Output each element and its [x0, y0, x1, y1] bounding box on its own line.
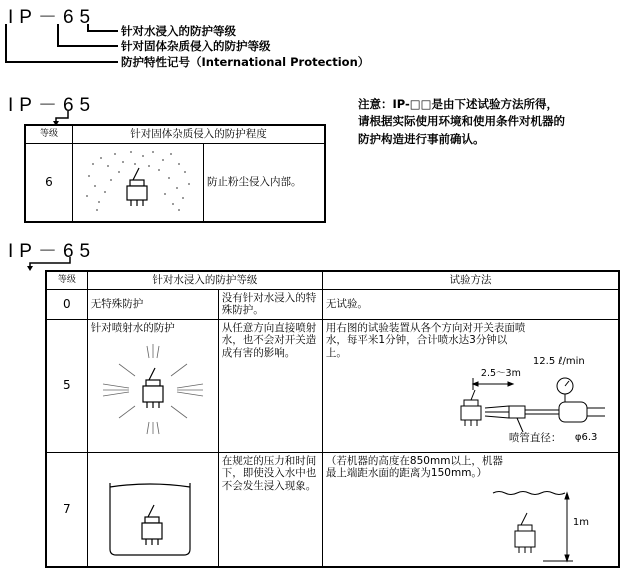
- legend-ip: 防护特性记号（International Protection）: [121, 55, 370, 69]
- water-test-0: 无试验。: [322, 289, 619, 319]
- dust-icon: [73, 144, 203, 218]
- water-col-desc: 针对水浸入的防护等级: [87, 271, 322, 289]
- ip-code-water: IP－65: [8, 241, 97, 262]
- dust-illustration: [73, 143, 204, 222]
- solid-col-grade: 等级: [25, 125, 73, 143]
- water-desc-5: 从任意方向直接喷射水，也不会对开关造成有害的影响。: [218, 319, 322, 452]
- note-line-2: 请根据实际使用环境和使用条件对机器的: [358, 114, 565, 128]
- note-line-1: 注意：IP-□□是由下述试验方法所得，: [358, 97, 559, 111]
- solid-protection-table: [24, 124, 326, 223]
- water-test-cell-7: [322, 452, 619, 567]
- spray-water-icon: [91, 334, 215, 446]
- ip-code-solid: IP－65: [8, 95, 97, 116]
- solid-grade-6: 6: [25, 143, 73, 222]
- legend-solid: 针对固体杂质侵入的防护等级: [121, 39, 271, 53]
- water-name-cell-7: [87, 452, 218, 567]
- depth-label: 1m: [572, 516, 590, 528]
- water-name-5: 针对喷射水的防护: [90, 321, 175, 334]
- immersion-test-diagram: [323, 453, 613, 565]
- water-test-7: （若机器的高度在850mm以上，机器最上端距水面的距离为150mm。）: [325, 454, 503, 479]
- distance-label: 2.5～3m: [480, 367, 521, 379]
- water-col-grade: 等级: [46, 271, 87, 289]
- water-desc-0: 没有针对水浸入的特殊防护。: [218, 289, 322, 319]
- water-col-test: 试验方法: [322, 271, 619, 289]
- note-line-3: 防护构造进行事前确认。: [358, 132, 485, 146]
- water-name-0: 无特殊防护: [87, 289, 218, 319]
- flow-rate-label: 12.5 ℓ/min: [532, 355, 585, 367]
- immersion-icon: [88, 453, 212, 563]
- ip-code-header: IP－65: [8, 7, 97, 28]
- nozzle-value: φ6.3: [574, 431, 598, 443]
- water-test-5: 用右图的试验装置从各个方向对开关表面喷水，每平米1分钟，合计喷水达3分钟以上。: [325, 321, 526, 359]
- water-grade-0: 0: [46, 289, 87, 319]
- solid-col-desc: 针对固体杂质侵入的防护程度: [73, 125, 326, 143]
- spray-test-apparatus: [323, 320, 613, 450]
- solid-desc-6: 防止粉尘侵入内部。: [204, 143, 326, 222]
- water-grade-5: 5: [46, 319, 87, 452]
- water-desc-7: 在规定的压力和时间下，即使没入水中也不会发生浸入现象。: [218, 452, 322, 567]
- legend-water: 针对水浸入的防护等级: [121, 24, 236, 38]
- water-name-cell-5: [87, 319, 218, 452]
- water-protection-table: [45, 270, 620, 568]
- water-test-cell-5: [322, 319, 619, 452]
- water-grade-7: 7: [46, 452, 87, 567]
- nozzle-label: 喷管直径：: [508, 431, 562, 444]
